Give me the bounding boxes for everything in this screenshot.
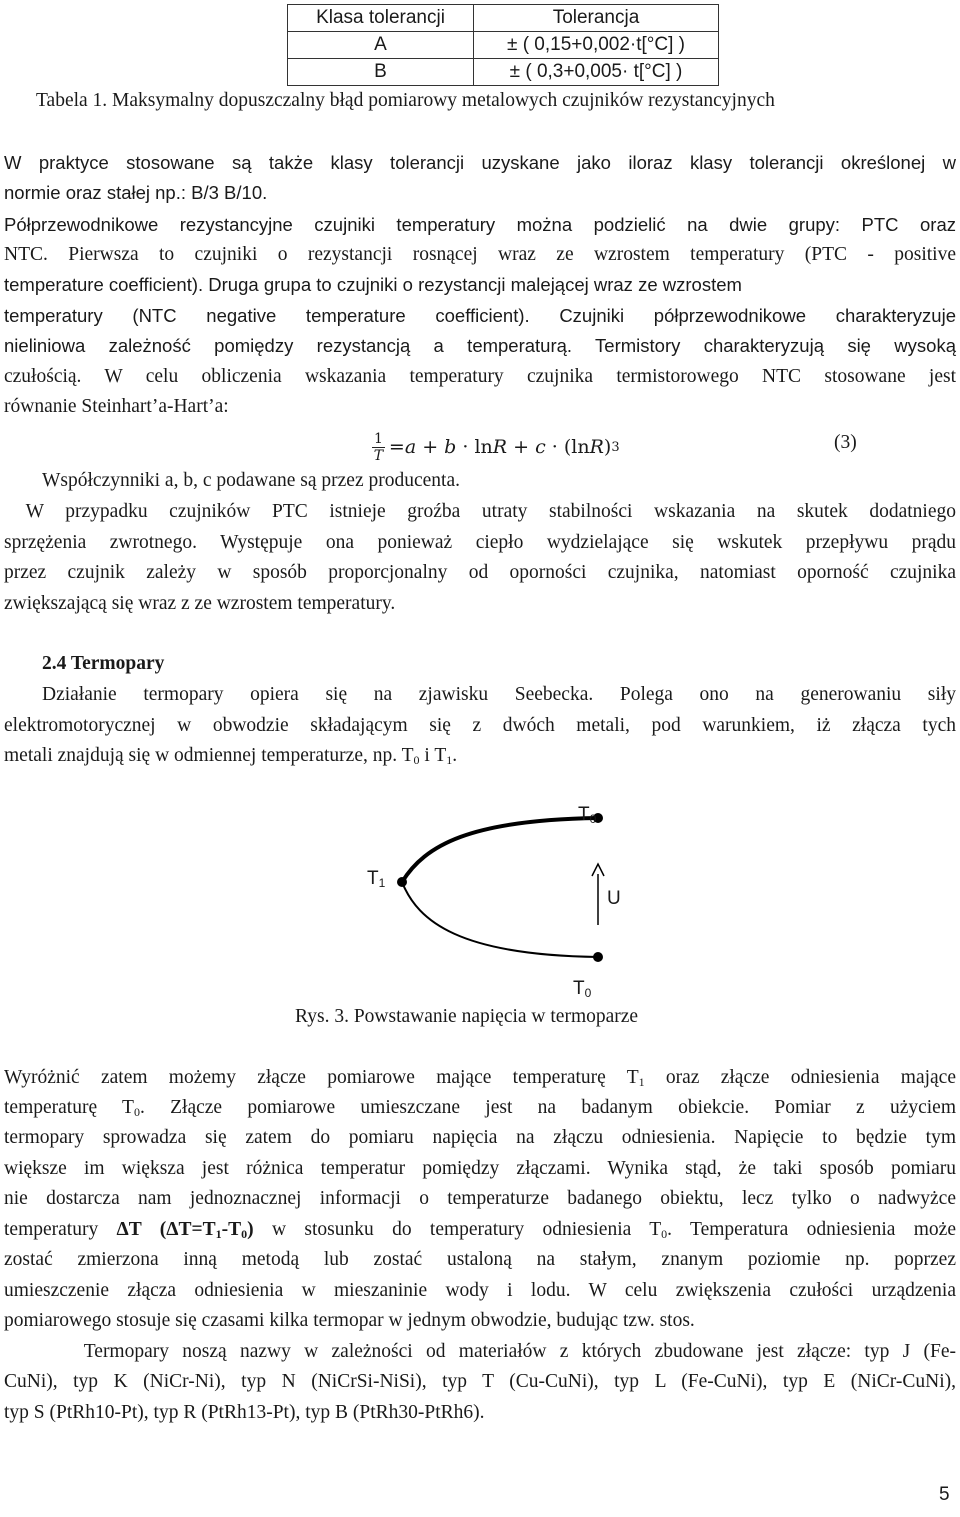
figure-caption: Rys. 3. Powstawanie napięcia w termoparze — [295, 1006, 639, 1027]
equation-b: b — [444, 436, 457, 458]
paragraph-text: temperatury — [4, 1219, 117, 1240]
label-text: T — [367, 868, 379, 889]
paragraph-line: przez czujnik zależy w sposób proporcjonalny od oporności czujnika, natomiast oporność czujnika — [4, 562, 956, 583]
paragraph-line: Termopary noszą nazwy w zależności od materiałów z których zbudowane jest złącze: typ J (Fe- — [4, 1341, 956, 1362]
paragraph-line: nieliniowa zależność pomiędzy rezystancją a temperaturą. Termistory charakteryzują się wysoką — [4, 335, 956, 356]
paragraph-line: umieszczenie złącza odniesienia w mieszaninie wody i lodu. W celu zwiększenia czułości urządzenia — [4, 1280, 956, 1301]
paragraph-text: oraz złącze odniesienia mające — [644, 1067, 956, 1088]
table-header-cell: Tolerancja — [474, 5, 719, 32]
delta-t-bold — [117, 1219, 254, 1240]
paragraph-line — [4, 1215, 956, 1245]
equation-numerator: 1 — [374, 430, 383, 447]
paragraph-line: zwiększającą się wraz z ze wzrostem temperatury. — [4, 593, 396, 614]
equation-number: (3) — [834, 432, 857, 453]
table-cell: ± ( 0,3+0,005· t[°C] ) — [474, 59, 719, 86]
label-t1 — [367, 868, 385, 890]
table-header-cell: Klasa tolerancji — [288, 5, 474, 32]
paragraph-line — [4, 1093, 956, 1123]
paragraph-line: Półprzewodnikowe rezystancyjne czujniki temperatury można podzielić na dwie grupy: PTC oraz — [4, 214, 956, 235]
bold-text: -T — [221, 1219, 242, 1240]
subscript: 1 — [446, 753, 453, 767]
subscript: 1 — [638, 1075, 645, 1089]
paragraph-text: . — [452, 745, 458, 766]
paragraph-line: czułością. W celu obliczenia wskazania temperatury czujnika termistorowego NTC stosowane jest — [4, 366, 956, 387]
table-cell: ± ( 0,15+0,002·t[°C] ) — [474, 32, 719, 59]
paragraph-text: . Złącze pomiarowe umieszczane jest na badanym obiekcie. Pomiar z użyciem — [139, 1097, 956, 1118]
subscript: 0 — [589, 812, 597, 826]
label-t0-bottom — [573, 978, 591, 1000]
equation-denominator: T — [373, 447, 384, 464]
paragraph-line: temperatury (NTC negative temperature coefficient). Czujniki półprzewodnikowe charakteryzuje — [4, 305, 956, 326]
paragraph-text: . Temperatura odniesienia może — [667, 1219, 956, 1240]
page-number: 5 — [939, 1484, 950, 1505]
lower-wire — [402, 882, 598, 957]
paragraph-line: sprzężenia zwrotnego. Występuje ona ponieważ ciepło wydzielające się wskutek przepływu prądu — [4, 532, 956, 553]
label-u: U — [607, 888, 621, 909]
paragraph-text: w stosunku do temperatury odniesienia T — [253, 1219, 662, 1240]
subscript: 0 — [241, 1227, 248, 1241]
junction-t0-bottom — [593, 952, 603, 962]
paragraph-line: elektromotorycznej w obwodzie składającym się z dwóch metali, pod warunkiem, iż złącza tych — [4, 715, 956, 736]
table-caption: Tabela 1. Maksymalny dopuszczalny błąd pomiarowy metalowych czujników rezystancyjnych — [36, 90, 775, 111]
paragraph-line: nie dostarcza nam jednoznacznej informacji o temperaturze badanego obiektu, lecz tylko o nadwyżce — [4, 1188, 956, 1209]
table-cell: A — [288, 32, 474, 59]
subscript: 0 — [413, 753, 420, 767]
equation-a: a — [404, 436, 417, 458]
paragraph-line: W przypadku czujników PTC istnieje groźba utraty stabilności wskazania na skutek dodatniego — [4, 501, 956, 522]
paragraph-line: większe im większa jest różnica temperatur pomiędzy złączami. Wynika stąd, że taki sposób pomiaru — [4, 1158, 956, 1179]
paragraph-text: Wyróżnić zatem możemy złącze pomiarowe mające temperaturę T — [4, 1067, 639, 1088]
equation-power: 3 — [611, 439, 620, 455]
equation-equals: = — [388, 436, 405, 458]
coefficient-note: Współczynniki a, b, c podawane są przez producenta. — [42, 470, 460, 491]
equation-ln: · (ln — [545, 436, 590, 458]
paragraph-text: temperaturę T — [4, 1097, 134, 1118]
subscript: 0 — [584, 986, 592, 1000]
subscript: 1 — [378, 876, 386, 890]
paragraph-line: Działanie termopary opiera się na zjawisku Seebecka. Polega ono na generowaniu siły — [42, 684, 956, 705]
equation-plus: + — [507, 436, 536, 458]
upper-wire — [402, 818, 598, 882]
bold-text: ΔT (ΔT=T — [116, 1219, 216, 1240]
bold-text: ) — [247, 1219, 254, 1240]
subscript: 1 — [215, 1227, 222, 1241]
paragraph-text: i T — [419, 745, 447, 766]
label-t0-top — [578, 804, 596, 826]
table-cell: B — [288, 59, 474, 86]
paragraph-line — [4, 1063, 956, 1093]
equation-plus: + — [416, 436, 445, 458]
equation-r: R — [492, 436, 508, 458]
equation-r: R — [589, 436, 604, 458]
paragraph-line: CuNi), typ K (NiCr-Ni), typ N (NiCrSi-NiSi), typ T (Cu-CuNi), typ L (Fe-CuNi), typ E (NiCr-CuNi), — [4, 1371, 956, 1392]
paragraph-text: metali znajdują się w odmiennej temperaturze, np. T — [4, 745, 414, 766]
paragraph-line: normie oraz stałej np.: B/3 B/10. — [4, 182, 268, 203]
paragraph-line: W praktyce stosowane są także klasy tolerancji uzyskane jako iloraz klasy tolerancji określonej w — [4, 152, 956, 173]
paragraph-line: temperature coefficient). Druga grupa to czujniki o rezystancji malejącej wraz ze wzrostem — [4, 274, 742, 295]
label-text: T — [578, 804, 590, 825]
subscript: 0 — [661, 1227, 668, 1241]
paragraph-line: termopary sprowadza się zatem do pomiaru napięcia na złączu odniesienia. Napięcie to będzie tym — [4, 1127, 956, 1148]
equation-c: c — [535, 436, 546, 458]
equation-ln: · ln — [456, 436, 493, 458]
label-text: T — [573, 978, 585, 999]
junction-t1 — [397, 877, 407, 887]
section-heading: 2.4 Termopary — [42, 653, 165, 674]
paragraph-line: NTC. Pierwsza to czujniki o rezystancji rosnącej wraz ze wzrostem temperatury (PTC - positive — [4, 244, 956, 265]
equation-paren: ) — [603, 436, 612, 458]
paragraph-line: zostać zmierzona inną metodą lub zostać ustaloną na stałym, znanym poziomie np. poprzez — [4, 1249, 956, 1270]
paragraph-line: pomiarowego stosuje się czasami kilka termopar w jednym obwodzie, budując tzw. stos. — [4, 1310, 695, 1331]
subscript: 0 — [133, 1105, 140, 1119]
paragraph-line: równanie Steinhart’a-Hart’a: — [4, 396, 229, 417]
paragraph-line: typ S (PtRh10-Pt), typ R (PtRh13-Pt), typ B (PtRh30-PtRh6). — [4, 1402, 485, 1423]
